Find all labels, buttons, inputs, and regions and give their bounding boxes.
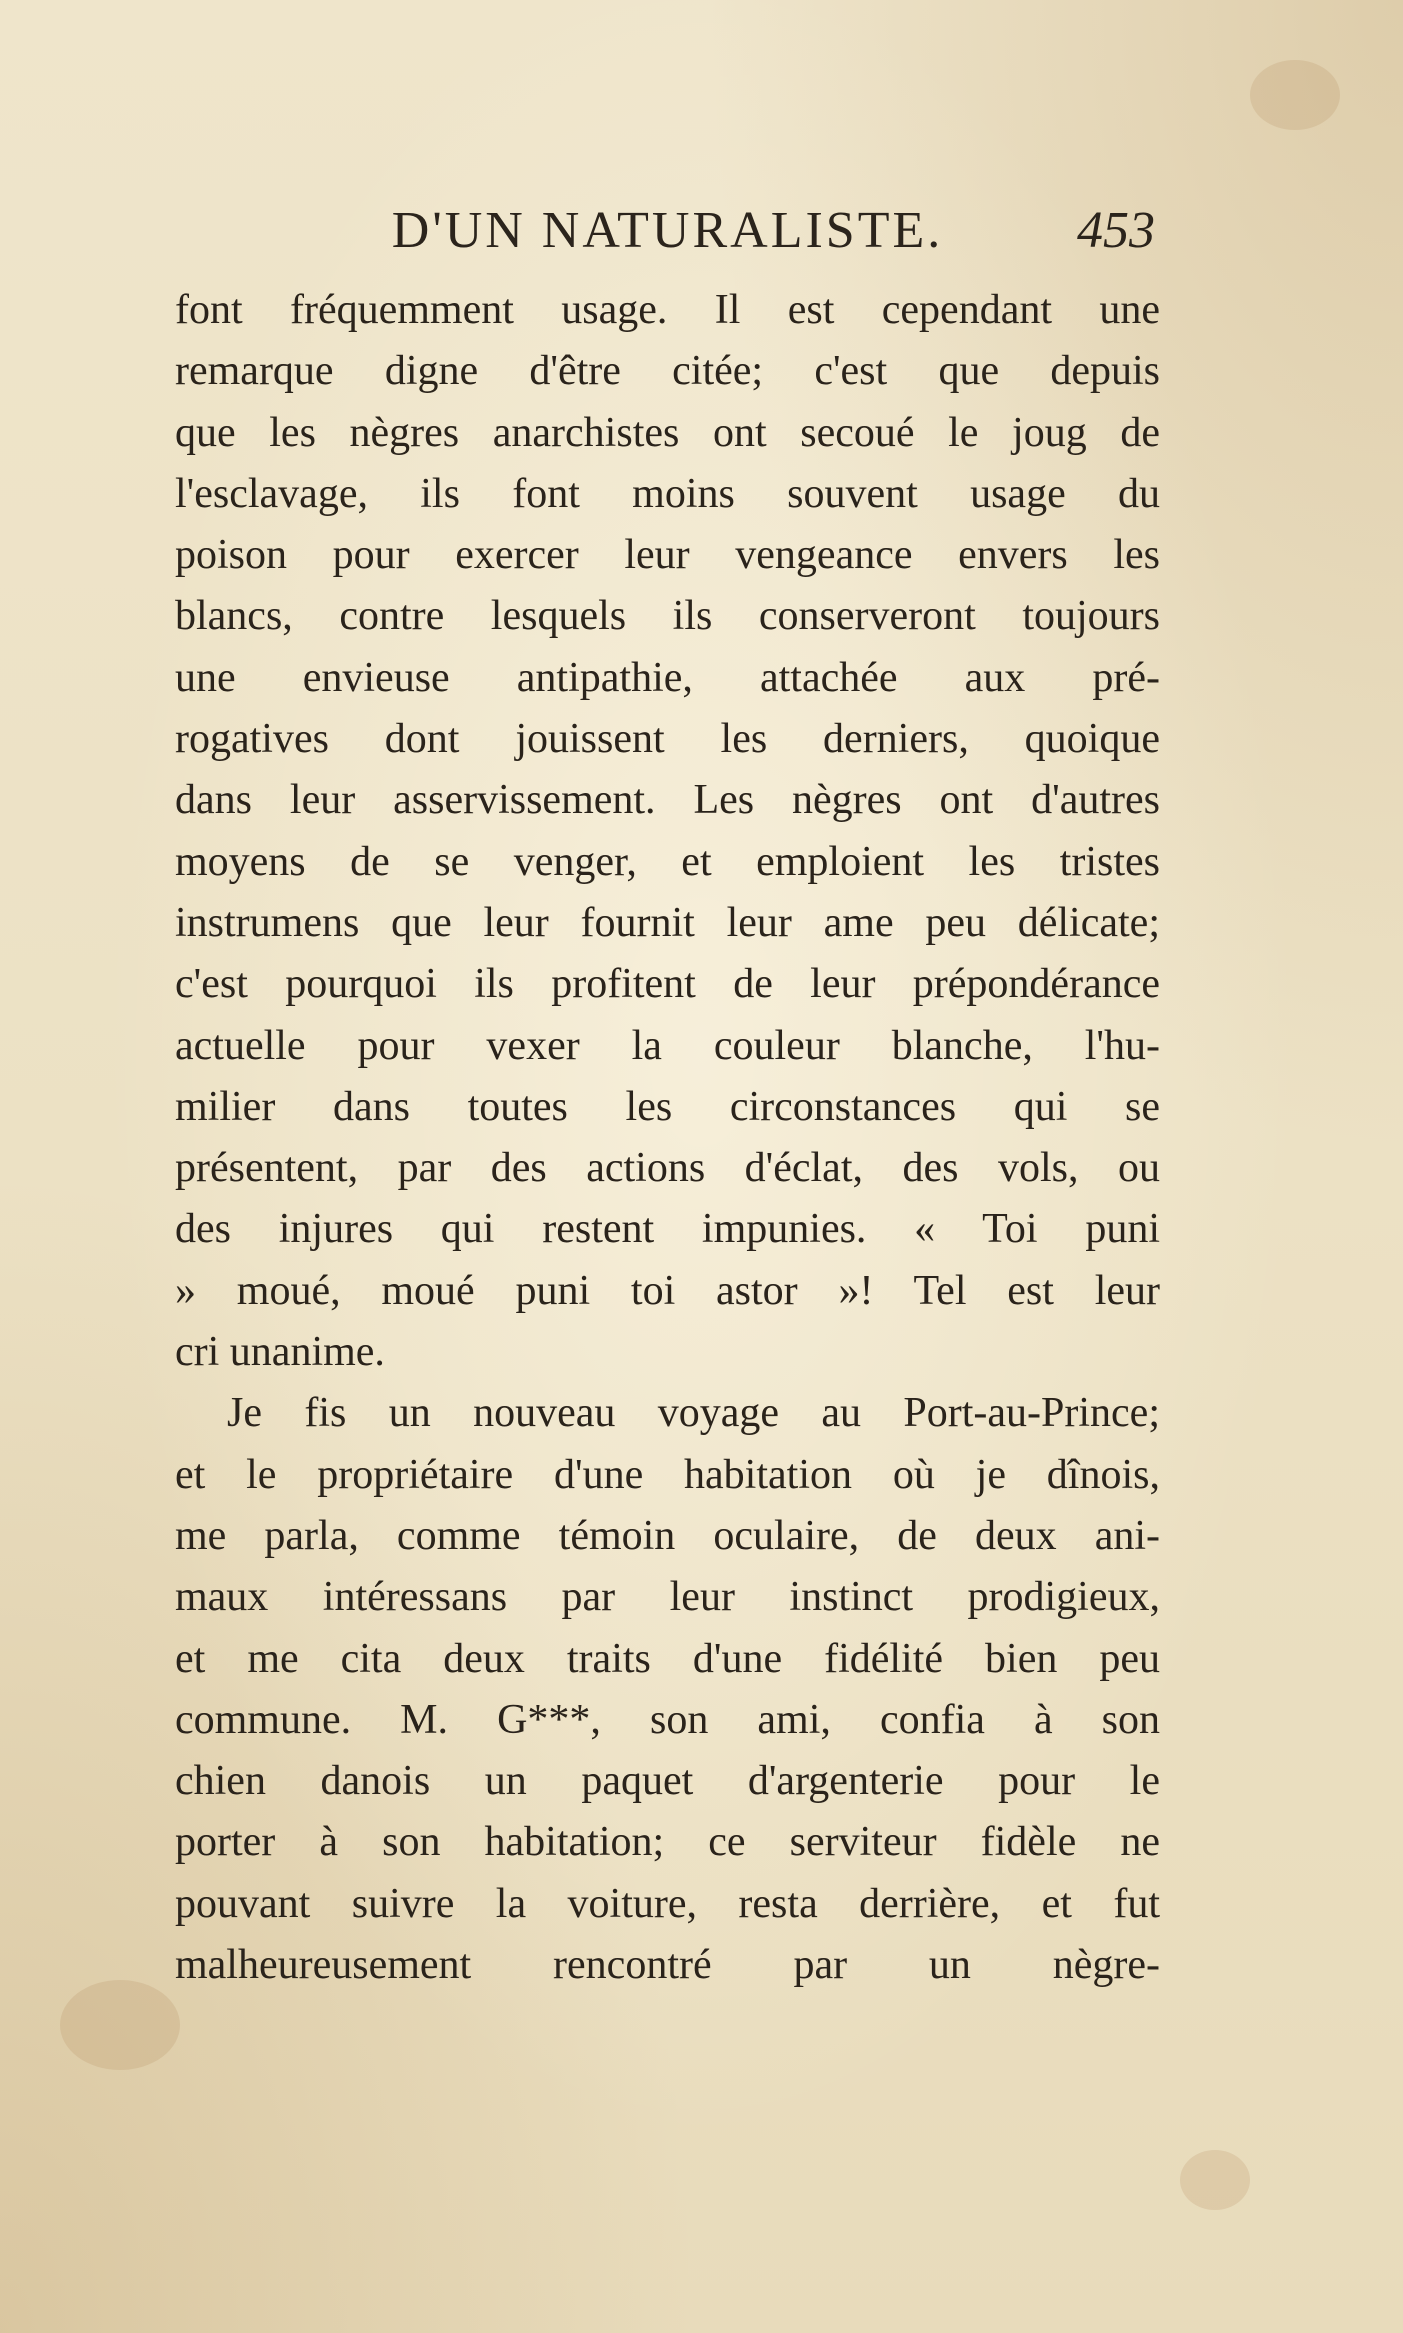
text-line: chien danois un paquet d'argenterie pour le [175,1758,1160,1805]
body-text [175,280,1160,1996]
paragraph-end-line: cri unanime. [175,1329,385,1376]
text-line: poison pour exercer leur vengeance envers les [175,532,1160,579]
text-line: présentent, par des actions d'éclat, des vols, ou [175,1145,1160,1192]
text-line: rogatives dont jouissent les derniers, quoique [175,716,1160,763]
page-header [175,196,1160,266]
text-line: remarque digne d'être citée; c'est que depuis [175,348,1160,395]
paragraph-start-line: Je fis un nouveau voyage au Port-au-Prince; [227,1390,1160,1437]
text-line: pouvant suivre la voiture, resta derrière, et fut [175,1880,1160,1927]
text-line: moyens de se venger, et emploient les tristes [175,838,1160,885]
text-line: une envieuse antipathie, attachée aux pré- [175,654,1160,701]
text-line: dans leur asservissement. Les nègres ont d'autres [175,777,1160,824]
text-line: maux intéressans par leur instinct prodigieux, [175,1574,1160,1621]
text-line: que les nègres anarchistes ont secoué le joug de [175,409,1160,456]
running-head: D'UN NATURALISTE. [391,202,944,259]
text-line: milier dans toutes les circonstances qui se [175,1083,1160,1130]
page-number: 453 [1077,202,1155,259]
text-line: porter à son habitation; ce serviteur fidèle ne [175,1819,1160,1866]
text-line: blancs, contre lesquels ils conserveront toujours [175,593,1160,640]
text-line: me parla, comme témoin oculaire, de deux ani- [175,1512,1160,1559]
text-line: » moué, moué puni toi astor »! Tel est leur [175,1267,1160,1314]
text-line: commune. M. G***, son ami, confia à son [175,1696,1160,1743]
text-line: font fréquemment usage. Il est cependant une [175,287,1160,333]
text-line: des injures qui restent impunies. « Toi puni [175,1206,1160,1253]
text-line: instrumens que leur fournit leur ame peu délicate; [175,899,1160,946]
text-line: c'est pourquoi ils profitent de leur prépondérance [175,961,1160,1008]
text-line: et le propriétaire d'une habitation où je dînois, [175,1451,1160,1498]
text-line: actuelle pour vexer la couleur blanche, l'hu- [175,1022,1160,1069]
text-line: l'esclavage, ils font moins souvent usage du [175,470,1160,517]
text-line: et me cita deux traits d'une fidélité bien peu [175,1635,1160,1682]
text-line: malheureusement rencontré par un nègre- [175,1942,1160,1989]
